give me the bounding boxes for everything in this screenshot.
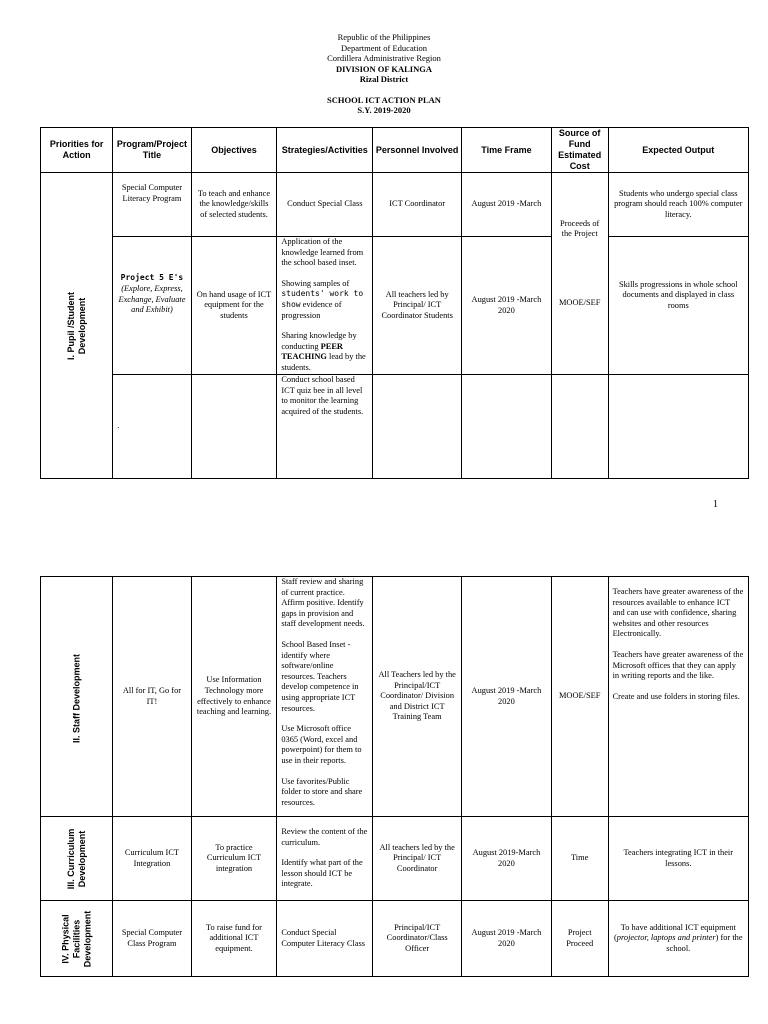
strategy-text: Use favorites/Public folder to store and share resources. (281, 776, 363, 807)
priority-curriculum-label: III. Curriculum Development (65, 828, 87, 889)
header-line-republic: Republic of the Philippines (337, 32, 431, 42)
table-row (41, 173, 749, 237)
strategies-cell (277, 237, 373, 375)
col-strategies: Strategies/Activities (277, 128, 373, 173)
document-header (0, 32, 768, 116)
strategies-cell: Conduct Special Computer Literacy Class (277, 901, 373, 977)
fund-cell: MOOE/SEF (551, 577, 608, 817)
strategy-text: Use Microsoft office 0365 (Word, excel and powerpoint) for them to use in their reports. (281, 724, 362, 765)
personnel-cell: ICT Coordinator (373, 173, 462, 237)
header-row (41, 128, 749, 173)
strategies-cell: Conduct school based ICT quiz bee in all level to monitor the learning acquired of the students. (277, 375, 373, 479)
output-cell: Teachers integrating ICT in their lessons. (608, 817, 748, 901)
personnel-cell (373, 375, 462, 479)
priority-curriculum-cell (41, 817, 113, 901)
output-text: Skills progressions in whole school documents and displayed in class (618, 279, 738, 300)
header-line-department: Department of Education (341, 42, 427, 53)
timeframe-cell: August 2019-March 2020 (462, 817, 552, 901)
table-row (41, 901, 749, 977)
output-text-a: To have additional ICT equipment ( (613, 922, 736, 943)
strategy-text-a: Sharing knowledge by conducting (281, 331, 357, 351)
school-year: S.Y. 2019-2020 (357, 105, 411, 115)
program-cell: All for IT, Go for IT! (113, 577, 191, 817)
timeframe-cell: August 2019 -March (462, 173, 552, 237)
output-cell (608, 901, 748, 977)
timeframe-cell: August 2019 -March 2020 (462, 901, 552, 977)
program-title-5es: Project 5 E's (120, 273, 184, 283)
fund-proceeds: Proceeds of the Project (560, 218, 600, 239)
table-row (41, 817, 749, 901)
strategies-cell: Conduct Special Class (277, 173, 373, 237)
output-text: Teachers have greater awareness of the Microsoft offices that they can apply in writing reports and the like. (612, 649, 744, 681)
priority-pupil-cell (41, 173, 113, 479)
priority-physical-cell (41, 901, 113, 977)
table-row (41, 237, 749, 375)
program-cell: Special Computer Literacy Program (113, 173, 191, 237)
strategy-text-a: Showing samples of (281, 278, 350, 288)
strategy-text: Identify what part of the lesson should ICT be integrate. (281, 858, 363, 889)
action-plan-table-page1 (40, 127, 749, 479)
fund-mooe: MOOE/SEF (558, 297, 601, 307)
strategy-text (281, 331, 368, 373)
header-line-district: Rizal District (359, 74, 409, 84)
priority-staff-label: II. Staff Development (71, 653, 82, 743)
strategy-text-c: lead by the students. (281, 352, 366, 372)
personnel-cell: Principal/ICT Coordinator/Class Officer (373, 901, 462, 977)
output-text: Electronically. (612, 629, 662, 639)
strategy-text: Review the content of the curriculum. (281, 827, 368, 847)
personnel-cell: All teachers led by the Principal/ ICT Coordinator (373, 817, 462, 901)
program-cell (113, 237, 191, 375)
personnel-cell: All Teachers led by the Principal/ICT Coordinator/ Division and District ICT Training Team (373, 577, 462, 817)
timeframe-cell: August 2019 -March 2020 (462, 237, 552, 375)
timeframe-cell: August 2019 -March 2020 (462, 577, 552, 817)
table-row (41, 375, 749, 479)
strategy-text: School Based Inset - identify where software/online resources. Teachers develop competence in using appropriate ICT resources. (281, 639, 359, 713)
col-fund: Source of Fund Estimated Cost (551, 128, 608, 173)
col-output: Expected Output (608, 128, 748, 173)
fund-cell (551, 375, 608, 479)
col-timeframe: Time Frame (462, 128, 552, 173)
col-objectives: Objectives (191, 128, 277, 173)
strategy-text: Application of the knowledge learned from the school based inset. (281, 237, 364, 268)
header-line-region: Cordillera Administrative Region (327, 53, 441, 63)
document-title: SCHOOL ICT ACTION PLAN (327, 94, 441, 105)
output-text: rooms (667, 300, 689, 310)
strategies-cell (277, 577, 373, 817)
fund-cell: Time (551, 817, 608, 901)
page-number: 1 (713, 499, 718, 510)
objectives-cell: To practice Curriculum ICT integration (191, 817, 277, 901)
output-text: Create and use folders in storing files. (612, 691, 740, 701)
fund-cell: Project Proceed (551, 901, 608, 977)
priority-pupil-label: I. Pupil /Student Development (65, 291, 87, 360)
program-cell: Curriculum ICT Integration (113, 817, 191, 901)
program-cell: . (113, 375, 191, 479)
program-subtitle-5es: (Explore, Express, Exchange, Evaluate and Exhibit) (118, 283, 186, 315)
priority-staff-cell (41, 577, 113, 817)
output-cell (608, 237, 748, 375)
output-cell: Students who undergo special class program should reach 100% computer literacy. (608, 173, 748, 237)
objectives-cell: To teach and enhance the knowledge/skills of selected students. (191, 173, 277, 237)
objectives-cell: Use Information Technology more effectively to enhance teaching and learning. (191, 577, 277, 817)
output-equipment-list: projector, laptops and printer (616, 933, 716, 943)
strategies-cell (277, 817, 373, 901)
strategy-text (281, 279, 368, 321)
peer-teaching-emphasis: PEER TEACHING (281, 341, 343, 362)
action-plan-table-page2 (40, 576, 749, 977)
timeframe-cell (462, 375, 552, 479)
program-cell: Special Computer Class Program (113, 901, 191, 977)
personnel-cell: All teachers led by Principal/ ICT Coordinator Students (373, 237, 462, 375)
strategy-text-c: evidence of progression (281, 299, 342, 320)
objectives-cell: To raise fund for additional ICT equipment. (191, 901, 277, 977)
output-text-c: ) for the school. (666, 933, 743, 953)
col-priorities: Priorities for Action (41, 128, 113, 173)
strategy-text-b: students' work to show (281, 289, 364, 309)
objectives-cell (191, 375, 277, 479)
col-program: Program/Project Title (113, 128, 191, 173)
output-cell (608, 375, 748, 479)
priority-physical-label: IV. Physical Facilities Development (60, 910, 93, 967)
col-personnel: Personnel Involved (373, 128, 462, 173)
table-row (41, 577, 749, 817)
output-text: Teachers have greater awareness of the resources available to enhance ICT and can use with confidence, sharing websites and other resources (612, 587, 744, 628)
objectives-cell: On hand usage of ICT equipment for the students (191, 237, 277, 375)
fund-cell (551, 173, 608, 375)
header-line-division: DIVISION OF KALINGA (335, 63, 433, 74)
output-cell (608, 577, 748, 817)
strategy-text: Staff review and sharing of current practice. Affirm positive. Identify gaps in provision and staff development needs. (281, 577, 365, 629)
